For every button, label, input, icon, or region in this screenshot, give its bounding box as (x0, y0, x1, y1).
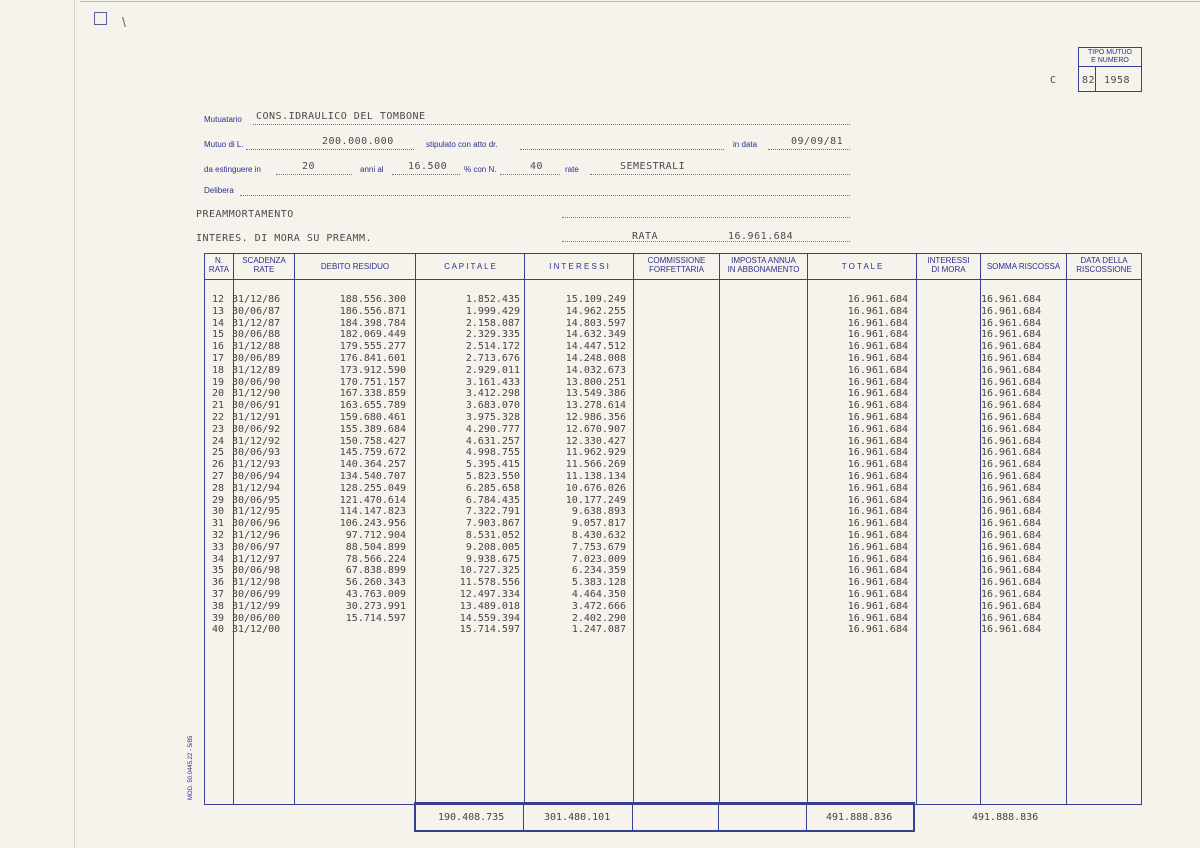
interessi-value: 9.638.893 (571, 506, 626, 518)
capitale-value: 6.285.658 (465, 482, 520, 494)
rata-number: 20 (211, 388, 224, 400)
mutuo-line (246, 149, 414, 150)
totale-value: 16.961.684 (847, 506, 908, 518)
totale-value: 16.961.684 (847, 624, 908, 636)
scadenza-date: 30/06/92 (232, 423, 281, 435)
interessi-value: 11.138.134 (565, 470, 626, 482)
scadenza-date: 30/06/87 (232, 305, 281, 317)
scadenza-date: 30/06/97 (232, 541, 281, 553)
pen-mark: \ (122, 14, 126, 30)
scadenza-date: 30/06/91 (232, 400, 281, 412)
debito-residuo (296, 624, 406, 636)
total-capitale: 190.408.735 (438, 812, 505, 823)
somma-riscossa: 16.961.684 (981, 294, 1042, 305)
col-divider (916, 254, 917, 804)
interessi-value: 12.986.356 (565, 411, 626, 423)
somma-riscossa: 16.961.684 (981, 553, 1042, 565)
scadenza-date: 31/12/90 (232, 388, 281, 400)
capitale-value: 13.489.018 (459, 600, 520, 612)
scadenza-date: 31/12/99 (232, 600, 281, 612)
rata-number: 28 (211, 482, 224, 494)
in-data-line (768, 149, 850, 150)
totals-sep (806, 804, 807, 830)
debito-residuo: 128.255.049 (339, 482, 406, 494)
totale-value: 16.961.684 (847, 411, 908, 423)
rata-number: 39 (211, 612, 224, 624)
debito-residuo: 56.260.343 (345, 577, 406, 589)
debito-residuo: 134.540.707 (339, 470, 406, 482)
totale-value: 16.961.684 (847, 588, 908, 600)
somma-riscossa: 16.961.684 (981, 329, 1042, 341)
totale-value: 16.961.684 (847, 317, 908, 329)
debito-residuo: 173.912.590 (339, 364, 406, 376)
capitale-value: 4.998.755 (465, 447, 520, 459)
header-data-riscossione: DATA DELLA RISCOSSIONE (1076, 256, 1132, 274)
capitale-value: 4.631.257 (465, 435, 520, 447)
rata-number: 26 (211, 459, 224, 471)
estinguere-label: da estinguere in (204, 165, 261, 174)
debito-residuo: 176.841.601 (339, 352, 406, 364)
somma-riscossa: 16.961.684 (981, 364, 1042, 376)
interessi-mora-preamm-label: INTERES. DI MORA SU PREAMM. (196, 233, 373, 244)
scadenza-date: 31/12/86 (232, 294, 281, 305)
rata-number: 18 (211, 364, 224, 376)
debito-residuo: 163.655.789 (339, 400, 406, 412)
scadenza-date: 31/12/88 (232, 341, 281, 353)
totals-sep (718, 804, 719, 830)
scadenza-date: 30/06/94 (232, 470, 281, 482)
debito-residuo: 155.389.684 (339, 423, 406, 435)
capitale-value: 7.903.867 (465, 518, 520, 530)
rate-label: rate (565, 165, 579, 174)
capitale-value: 9.938.675 (465, 553, 520, 565)
col-capitale (416, 294, 520, 636)
totale-value: 16.961.684 (847, 494, 908, 506)
totale-value: 16.961.684 (847, 423, 908, 435)
rata-number: 40 (211, 624, 224, 636)
scadenza-date: 30/06/96 (232, 518, 281, 530)
rata-number: 21 (211, 400, 224, 412)
capitale-value: 3.412.298 (465, 388, 520, 400)
col-debito (296, 294, 406, 636)
somma-riscossa: 16.961.684 (981, 400, 1042, 412)
in-data-value: 09/09/81 (791, 136, 844, 147)
interessi-value: 7.753.679 (571, 541, 626, 553)
con-n-label: % con N. (464, 165, 497, 174)
in-data-label: in data (733, 140, 758, 149)
rata-number: 16 (211, 341, 224, 353)
col-somma (981, 294, 1061, 636)
tipo-separator (1095, 67, 1096, 91)
somma-riscossa: 16.961.684 (981, 317, 1042, 329)
tipo-code: C (1050, 75, 1057, 86)
preamm-line (562, 217, 850, 218)
capitale-value: 2.713.676 (465, 352, 520, 364)
interessi-value: 11.962.929 (565, 447, 626, 459)
header-int-mora: INTERESSI DI MORA (927, 256, 970, 274)
debito-residuo: 184.398.784 (339, 317, 406, 329)
col-interessi (524, 294, 626, 636)
total-interessi: 301.480.101 (544, 812, 611, 823)
totale-value: 16.961.684 (847, 565, 908, 577)
debito-residuo: 67.838.899 (345, 565, 406, 577)
totale-value: 16.961.684 (847, 529, 908, 541)
mutuo-value: 200.000.000 (322, 136, 394, 147)
somma-riscossa: 16.961.684 (981, 352, 1042, 364)
capitale-value: 7.322.791 (465, 506, 520, 518)
header-debito: DEBITO RESIDUO (320, 262, 390, 271)
mutuo-label: Mutuo di L. (204, 140, 244, 149)
debito-residuo: 30.273.991 (345, 600, 406, 612)
totale-value: 16.961.684 (847, 600, 908, 612)
interessi-value: 12.670.907 (565, 423, 626, 435)
totale-value: 16.961.684 (847, 541, 908, 553)
rata-number: 32 (211, 529, 224, 541)
header-imposta: IMPOSTA ANNUA IN ABBONAMENTO (727, 256, 800, 274)
capitale-value: 3.975.328 (465, 411, 520, 423)
mutuatario-label: Mutuatario (204, 115, 242, 124)
capitale-value: 11.578.556 (459, 577, 520, 589)
debito-residuo: 43.763.009 (345, 588, 406, 600)
capitale-value: 15.714.597 (459, 624, 520, 636)
somma-riscossa: 16.961.684 (981, 423, 1042, 435)
rata-number: 36 (211, 577, 224, 589)
debito-residuo: 188.556.300 (339, 294, 406, 305)
capitale-value: 2.329.335 (465, 329, 520, 341)
interessi-value: 9.057.817 (571, 518, 626, 530)
capitale-value: 8.531.052 (465, 529, 520, 541)
rata-number: 31 (211, 518, 224, 530)
debito-residuo: 167.338.859 (339, 388, 406, 400)
interessi-value: 3.472.666 (571, 600, 626, 612)
interessi-value: 10.177.249 (565, 494, 626, 506)
scadenza-date: 30/06/93 (232, 447, 281, 459)
tipo-number-b: 1958 (1104, 75, 1131, 86)
anni-line (276, 174, 352, 175)
capitale-value: 9.208.005 (465, 541, 520, 553)
rate-type-value: SEMESTRALI (620, 161, 686, 172)
debito-residuo: 140.364.257 (339, 459, 406, 471)
totals-sep (523, 804, 524, 830)
capitale-value: 12.497.334 (459, 588, 520, 600)
totale-value: 16.961.684 (847, 447, 908, 459)
debito-residuo: 88.504.899 (345, 541, 406, 553)
totale-value: 16.961.684 (847, 435, 908, 447)
scadenza-date: 30/06/95 (232, 494, 281, 506)
interessi-value: 5.383.128 (571, 577, 626, 589)
capitale-value: 10.727.325 (459, 565, 520, 577)
totale-value: 16.961.684 (847, 459, 908, 471)
somma-riscossa: 16.961.684 (981, 577, 1042, 589)
somma-riscossa: 16.961.684 (981, 506, 1042, 518)
totale-value: 16.961.684 (847, 352, 908, 364)
interessi-value: 13.278.614 (565, 400, 626, 412)
rata-number: 15 (211, 329, 224, 341)
rata-number: 34 (211, 553, 224, 565)
rata-number: 25 (211, 447, 224, 459)
totale-value: 16.961.684 (847, 482, 908, 494)
stipulato-label: stipulato con atto dr. (426, 140, 498, 149)
rata-number: 22 (211, 411, 224, 423)
scadenza-date: 31/12/93 (232, 459, 281, 471)
capitale-value: 3.161.433 (465, 376, 520, 388)
totale-value: 16.961.684 (847, 294, 908, 305)
header-scadenza: SCADENZA RATE (242, 256, 286, 274)
somma-riscossa: 16.961.684 (981, 411, 1042, 423)
anni-value: 20 (302, 161, 316, 172)
scadenza-date: 30/06/00 (232, 612, 281, 624)
delibera-line (240, 195, 850, 196)
somma-riscossa: 16.961.684 (981, 435, 1042, 447)
interessi-value: 13.549.386 (565, 388, 626, 400)
debito-residuo: 170.751.157 (339, 376, 406, 388)
col-divider (719, 254, 720, 804)
header-interessi: I N T E R E S S I (549, 262, 609, 271)
tipo-number-a: 82 (1082, 75, 1096, 86)
scadenza-date: 31/12/89 (232, 364, 281, 376)
mutuatario-line (253, 124, 850, 125)
somma-riscossa: 16.961.684 (981, 600, 1042, 612)
somma-riscossa: 16.961.684 (981, 612, 1042, 624)
header-totale: T O T A L E (841, 262, 883, 271)
somma-riscossa: 16.961.684 (981, 482, 1042, 494)
somma-riscossa: 16.961.684 (981, 588, 1042, 600)
interessi-value: 14.632.349 (565, 329, 626, 341)
scadenza-date: 31/12/00 (232, 624, 281, 636)
col-divider (1066, 254, 1067, 804)
scadenza-date: 31/12/96 (232, 529, 281, 541)
totale-value: 16.961.684 (847, 577, 908, 589)
debito-residuo: 150.758.427 (339, 435, 406, 447)
rata-number: 27 (211, 470, 224, 482)
scadenza-date: 31/12/91 (232, 411, 281, 423)
somma-riscossa: 16.961.684 (981, 447, 1042, 459)
interessi-value: 15.109.249 (565, 294, 626, 305)
somma-riscossa: 16.961.684 (981, 341, 1042, 353)
mod-code: MOD. 50.0445.22 - 5/85 (188, 735, 194, 800)
rata-number: 35 (211, 565, 224, 577)
debito-residuo: 106.243.956 (339, 518, 406, 530)
col-divider (633, 254, 634, 804)
interessi-value: 1.247.087 (571, 624, 626, 636)
somma-riscossa: 16.961.684 (981, 541, 1042, 553)
preammortamento-label: PREAMMORTAMENTO (196, 209, 294, 220)
tipo-mutuo-label: TIPO MUTUO E NUMERO (1079, 48, 1141, 67)
interessi-value: 4.464.350 (571, 588, 626, 600)
rata-number: 14 (211, 317, 224, 329)
totale-value: 16.961.684 (847, 518, 908, 530)
scadenza-date: 31/12/98 (232, 577, 281, 589)
scadenza-date: 30/06/88 (232, 329, 281, 341)
rate-count-value: 40 (530, 161, 544, 172)
debito-residuo: 97.712.904 (345, 529, 406, 541)
somma-riscossa: 16.961.684 (981, 565, 1042, 577)
debito-residuo: 145.759.672 (339, 447, 406, 459)
col-totale (808, 294, 908, 636)
rate-count-line (500, 174, 560, 175)
rata-number: 17 (211, 352, 224, 364)
somma-riscossa: 16.961.684 (981, 388, 1042, 400)
somma-riscossa: 16.961.684 (981, 470, 1042, 482)
total-somma: 491.888.836 (972, 812, 1039, 823)
header-somma: SOMMA RISCOSSA (986, 262, 1061, 271)
tasso-value: 16.500 (408, 161, 448, 172)
totale-value: 16.961.684 (847, 470, 908, 482)
interessi-value: 13.800.251 (565, 376, 626, 388)
delibera-label: Delibera (204, 186, 234, 195)
totale-value: 16.961.684 (847, 329, 908, 341)
totale-value: 16.961.684 (847, 388, 908, 400)
rata-number: 37 (211, 588, 224, 600)
header-capitale: C A P I T A L E (444, 262, 496, 271)
scadenza-date: 31/12/87 (232, 317, 281, 329)
anni-label: anni al (360, 165, 384, 174)
rata-number: 13 (211, 305, 224, 317)
rata-value: 16.961.684 (728, 231, 794, 242)
scadenza-date: 30/06/89 (232, 352, 281, 364)
interessi-value: 14.248.008 (565, 352, 626, 364)
somma-riscossa: 16.961.684 (981, 305, 1042, 317)
totale-value: 16.961.684 (847, 612, 908, 624)
interessi-value: 10.676.026 (565, 482, 626, 494)
binding-edge (74, 0, 75, 848)
header-commissione: COMMISSIONE FORFETTARIA (647, 256, 706, 274)
debito-residuo: 121.470.614 (339, 494, 406, 506)
somma-riscossa: 16.961.684 (981, 529, 1042, 541)
rata-number: 19 (211, 376, 224, 388)
totale-value: 16.961.684 (847, 364, 908, 376)
interessi-value: 14.962.255 (565, 305, 626, 317)
somma-riscossa: 16.961.684 (981, 624, 1042, 636)
rata-number: 33 (211, 541, 224, 553)
header-n-rata: N. RATA (208, 256, 230, 274)
debito-residuo: 186.556.871 (339, 305, 406, 317)
totals-sep (632, 804, 633, 830)
scadenza-date: 31/12/92 (232, 435, 281, 447)
interessi-value: 7.023.009 (571, 553, 626, 565)
rata-number: 24 (211, 435, 224, 447)
interessi-value: 6.234.359 (571, 565, 626, 577)
debito-residuo: 182.069.449 (339, 329, 406, 341)
totale-value: 16.961.684 (847, 341, 908, 353)
interessi-value: 12.330.427 (565, 435, 626, 447)
capitale-value: 5.395.415 (465, 459, 520, 471)
interessi-value: 14.803.597 (565, 317, 626, 329)
top-edge (80, 1, 1200, 2)
rata-number: 12 (211, 294, 224, 305)
capitale-value: 1.999.429 (465, 305, 520, 317)
interessi-value: 11.566.269 (565, 459, 626, 471)
interessi-value: 2.402.290 (571, 612, 626, 624)
rata-number: 29 (211, 494, 224, 506)
col-divider (294, 254, 295, 804)
capitale-value: 2.514.172 (465, 341, 520, 353)
debito-residuo: 15.714.597 (345, 612, 406, 624)
capitale-value: 3.683.070 (465, 400, 520, 412)
capitale-value: 14.559.394 (459, 612, 520, 624)
rata-number: 23 (211, 423, 224, 435)
debito-residuo: 78.566.224 (345, 553, 406, 565)
debito-residuo: 159.680.461 (339, 411, 406, 423)
header-divider (205, 279, 1141, 280)
rata-label: RATA (632, 231, 659, 242)
col-n-rata (196, 294, 224, 636)
somma-riscossa: 16.961.684 (981, 459, 1042, 471)
debito-residuo: 114.147.823 (339, 506, 406, 518)
capitale-value: 5.823.550 (465, 470, 520, 482)
capitale-value: 2.158.087 (465, 317, 520, 329)
debito-residuo: 179.555.277 (339, 341, 406, 353)
interessi-value: 14.032.673 (565, 364, 626, 376)
scadenza-date: 31/12/95 (232, 506, 281, 518)
tasso-line (392, 174, 460, 175)
capitale-value: 1.852.435 (465, 294, 520, 305)
corner-checkbox (94, 12, 107, 25)
scadenza-date: 30/06/90 (232, 376, 281, 388)
rata-number: 30 (211, 506, 224, 518)
capitale-value: 4.290.777 (465, 423, 520, 435)
rata-number: 38 (211, 600, 224, 612)
interessi-value: 8.430.632 (571, 529, 626, 541)
scadenza-date: 30/06/99 (232, 588, 281, 600)
mutuatario-value: CONS.IDRAULICO DEL TOMBONE (256, 111, 426, 122)
scadenza-date: 31/12/97 (232, 553, 281, 565)
rate-type-line (590, 174, 850, 175)
somma-riscossa: 16.961.684 (981, 376, 1042, 388)
total-totale: 491.888.836 (826, 812, 893, 823)
stipulato-line (520, 149, 724, 150)
interessi-value: 14.447.512 (565, 341, 626, 353)
totale-value: 16.961.684 (847, 553, 908, 565)
somma-riscossa: 16.961.684 (981, 518, 1042, 530)
col-scadenza (232, 294, 290, 636)
scadenza-date: 31/12/94 (232, 482, 281, 494)
totale-value: 16.961.684 (847, 376, 908, 388)
capitale-value: 2.929.011 (465, 364, 520, 376)
capitale-value: 6.784.435 (465, 494, 520, 506)
totale-value: 16.961.684 (847, 400, 908, 412)
somma-riscossa: 16.961.684 (981, 494, 1042, 506)
scadenza-date: 30/06/98 (232, 565, 281, 577)
rata-line (562, 241, 850, 242)
totale-value: 16.961.684 (847, 305, 908, 317)
